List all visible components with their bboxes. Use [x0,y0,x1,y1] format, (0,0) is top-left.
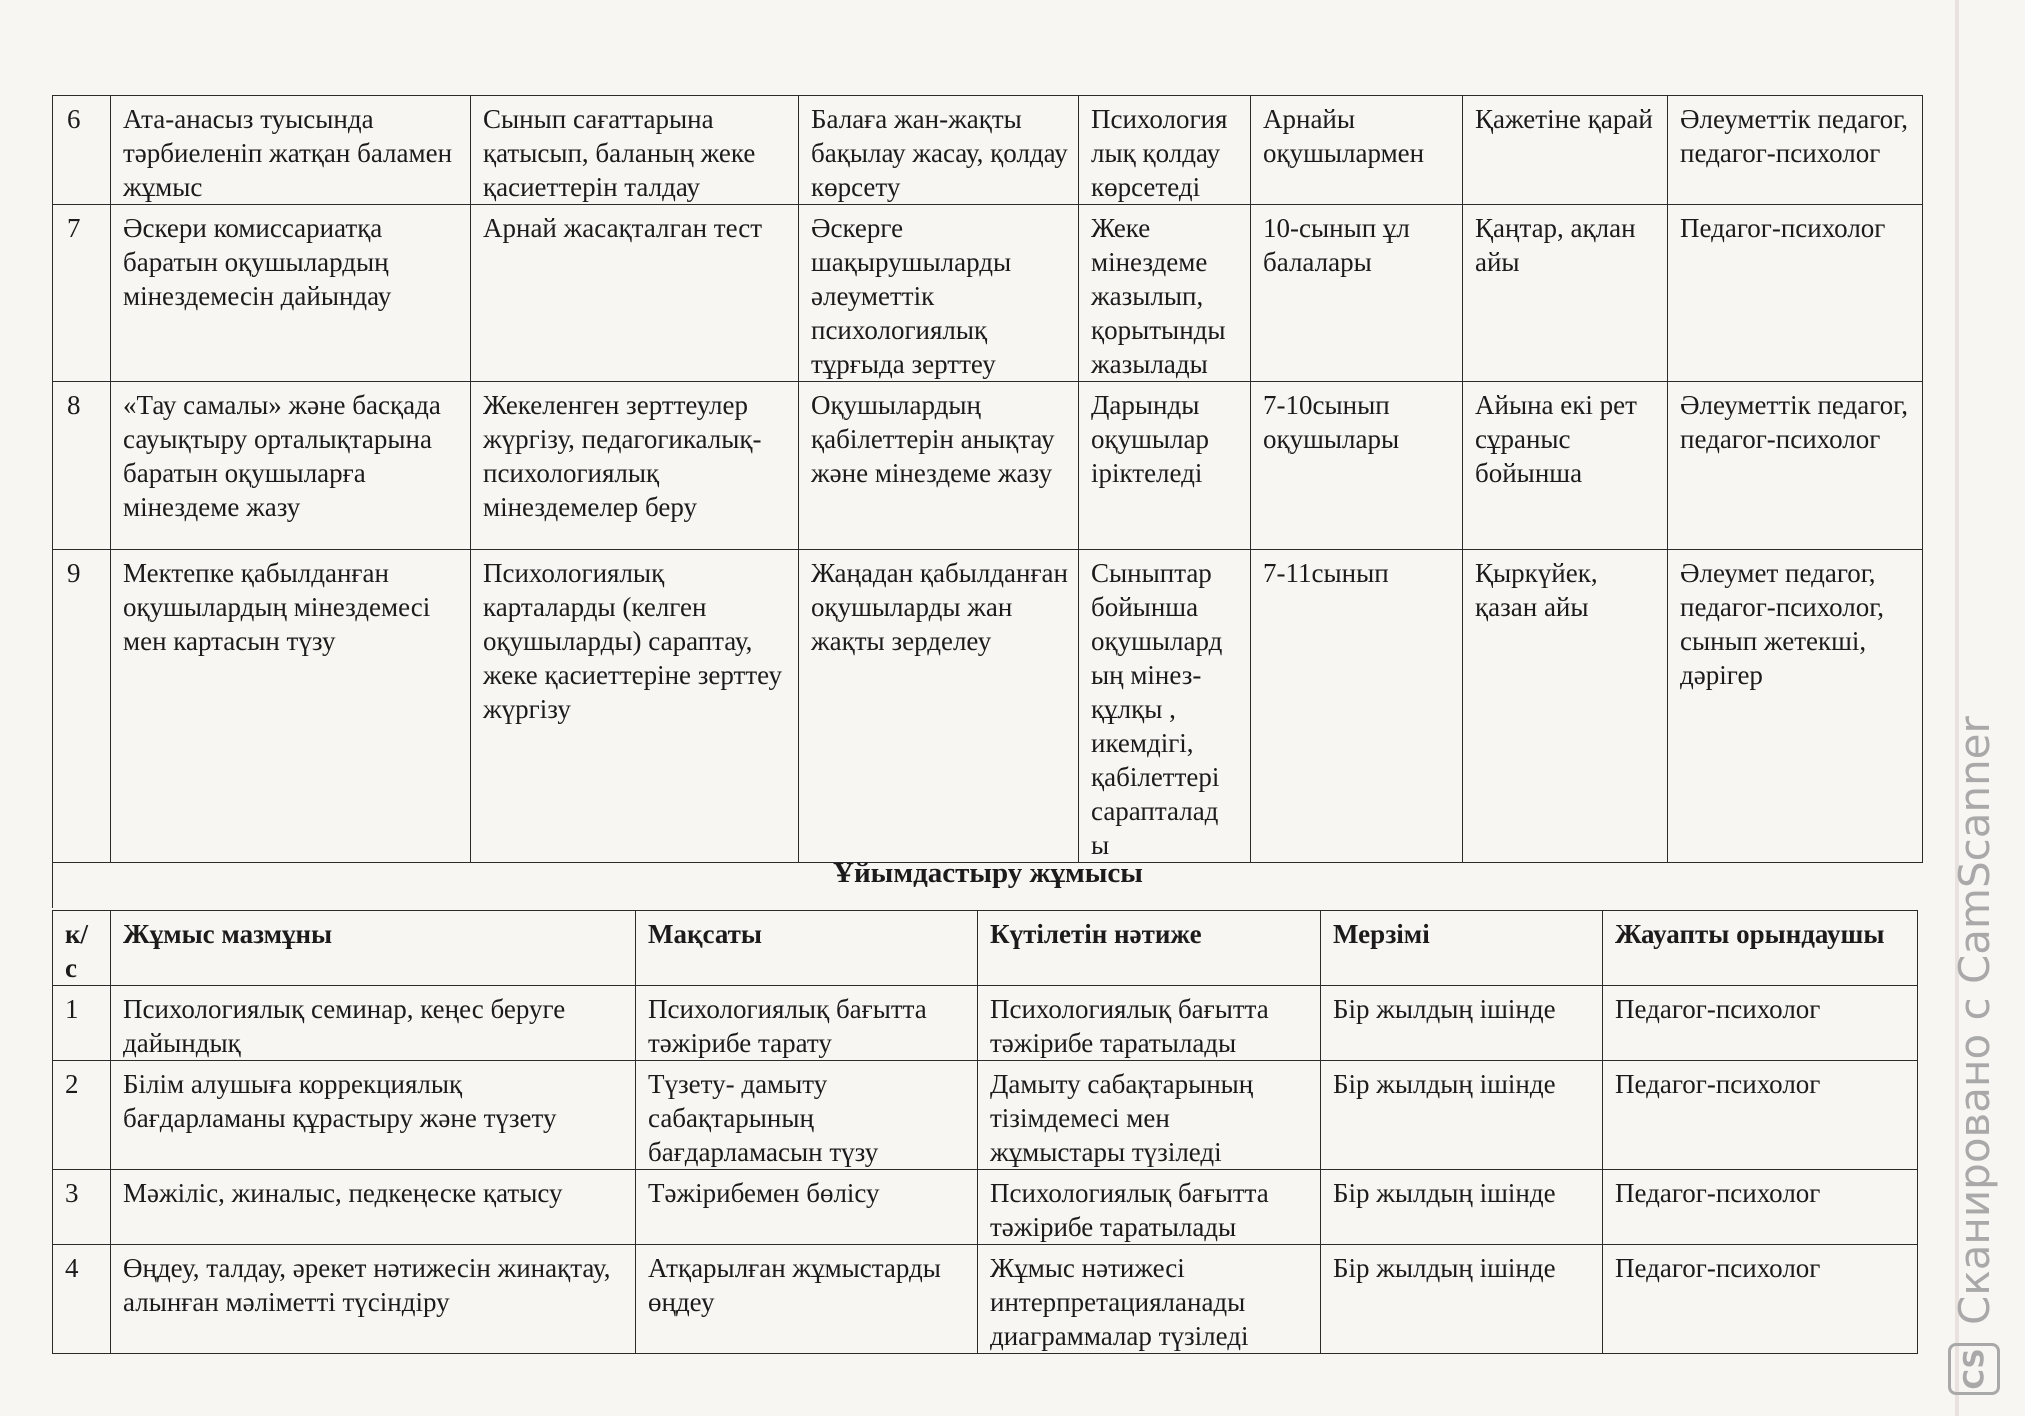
plan-table [52,95,1923,863]
participants-cell: 7-11сынып [1251,550,1463,863]
table-row [53,382,1923,550]
row-number: 8 [53,382,111,550]
header-result: Күтілетін нәтиже [978,911,1321,986]
participants-cell: 10-сынып ұл балалары [1251,205,1463,382]
result-cell: Дамыту сабақтарының тізімдемесі мен жұмыстары түзіледі [978,1061,1321,1170]
responsible-cell: Педагог-психолог [1668,205,1923,382]
table-row [53,205,1923,382]
work-cell: Психологиялық семинар, кеңес беруге дайындық [111,986,636,1061]
work-cell: «Тау самалы» және басқада сауықтыру орталықтарына баратын оқушыларға мінездеме жазу [111,382,471,550]
goal-cell: Атқарылған жұмыстарды өңдеу [636,1245,978,1354]
time-cell: Қыркүйек, қазан айы [1463,550,1668,863]
row-number: 4 [53,1245,111,1354]
header-work: Жұмыс мазмұны [111,911,636,986]
row-number: 9 [53,550,111,863]
method-cell: Психологиялық карталарды (келген оқушыларды) сараптау, жеке қасиеттеріне зерттеу жүргізу [471,550,799,863]
term-cell: Бір жылдың ішінде [1321,1061,1603,1170]
participants-cell: 7-10сынып оқушылары [1251,382,1463,550]
table-row [53,96,1923,205]
responsible-cell: Әлеумет педагог, педагог-психолог, сынып жетекші, дәрігер [1668,550,1923,863]
row-number: 6 [53,96,111,205]
term-cell: Бір жылдың ішінде [1321,1245,1603,1354]
header-responsible: Жауапты орындаушы [1603,911,1918,986]
table-row [53,1245,1918,1354]
method-cell: Жекеленген зерттеулер жүргізу, педагогикалық-психологиялық мінездемелер беру [471,382,799,550]
goal-cell: Психологиялық бағытта тәжірибе тарату [636,986,978,1061]
work-cell: Ата-анасыз туысында тәрбиеленіп жатқан баламен жұмыс [111,96,471,205]
method-cell: Сынып сағаттарына қатысып, баланың жеке қасиеттерін талдау [471,96,799,205]
goal-cell: Әскерге шақырушыларды әлеуметтік психологиялық тұрғыда зерттеу [799,205,1079,382]
camscanner-logo-icon: CS [1948,1343,2000,1395]
table-row [53,550,1923,863]
watermark-text: Сканировано с CamScanner [1949,716,1999,1325]
goal-cell: Тәжірибемен бөлісу [636,1170,978,1245]
method-cell: Арнай жасақталган тест [471,205,799,382]
result-cell: Сыныптар бойынша оқушылард ың мінез-құлқы , икемдігі, қабілеттері сарапталад ы [1079,550,1251,863]
row-number: 1 [53,986,111,1061]
responsible-cell: Әлеуметтік педагог, педагог-психолог [1668,96,1923,205]
work-cell: Өңдеу, талдау, әрекет нәтижесін жинақтау, алынған мәліметті түсіндіру [111,1245,636,1354]
time-cell: Қаңтар, ақлан айы [1463,205,1668,382]
header-number: к/с [53,911,111,986]
result-cell: Психология лық қолдау көрсетеді [1079,96,1251,205]
goal-cell: Түзету- дамыту сабақтарының бағдарламасын түзу [636,1061,978,1170]
work-cell: Мектепке қабылданған оқушылардың мінездемесі мен картасын түзу [111,550,471,863]
row-number: 7 [53,205,111,382]
organization-table [52,910,1918,1354]
table-row [53,1061,1918,1170]
time-cell: Қажетіне қарай [1463,96,1668,205]
term-cell: Бір жылдың ішінде [1321,1170,1603,1245]
goal-cell: Оқушылардың қабілеттерін анықтау және мінездеме жазу [799,382,1079,550]
row-number: 2 [53,1061,111,1170]
participants-cell: Арнайы оқушылармен [1251,96,1463,205]
result-cell: Жеке мінездеме жазылып, қорытынды жазылады [1079,205,1251,382]
table-row [53,1170,1918,1245]
result-cell: Жұмыс нәтижесі интерпретацияланады диаграммалар түзіледі [978,1245,1321,1354]
goal-cell: Жаңадан қабылданған оқушыларды жан жақты зерделеу [799,550,1079,863]
goal-cell: Балаға жан-жақты бақылау жасау, қолдау көрсету [799,96,1079,205]
table-row [53,986,1918,1061]
header-goal: Мақсаты [636,911,978,986]
time-cell: Айына екі рет сұраныс бойынша [1463,382,1668,550]
work-cell: Әскери комиссариатқа баратын оқушылардың мінездемесін дайындау [111,205,471,382]
responsible-cell: Педагог-психолог [1603,1245,1918,1354]
result-cell: Психологиялық бағытта тәжірибе таратылады [978,986,1321,1061]
header-term: Мерзімі [1321,911,1603,986]
term-cell: Бір жылдың ішінде [1321,986,1603,1061]
result-cell: Дарынды оқушылар іріктеледі [1079,382,1251,550]
responsible-cell: Педагог-психолог [1603,1170,1918,1245]
responsible-cell: Әлеуметтік педагог, педагог-психолог [1668,382,1923,550]
responsible-cell: Педагог-психолог [1603,986,1918,1061]
result-cell: Психологиялық бағытта тәжірибе таратылады [978,1170,1321,1245]
camscanner-watermark [1948,716,2000,1395]
row-number: 3 [53,1170,111,1245]
responsible-cell: Педагог-психолог [1603,1061,1918,1170]
table-header-row [53,911,1918,986]
work-cell: Білім алушыға коррекциялық бағдарламаны құрастыру және түзету [111,1061,636,1170]
work-cell: Мәжіліс, жиналыс, педкеңеске қатысу [111,1170,636,1245]
section-title: Ұйымдастыру жұмысы [52,838,1923,908]
